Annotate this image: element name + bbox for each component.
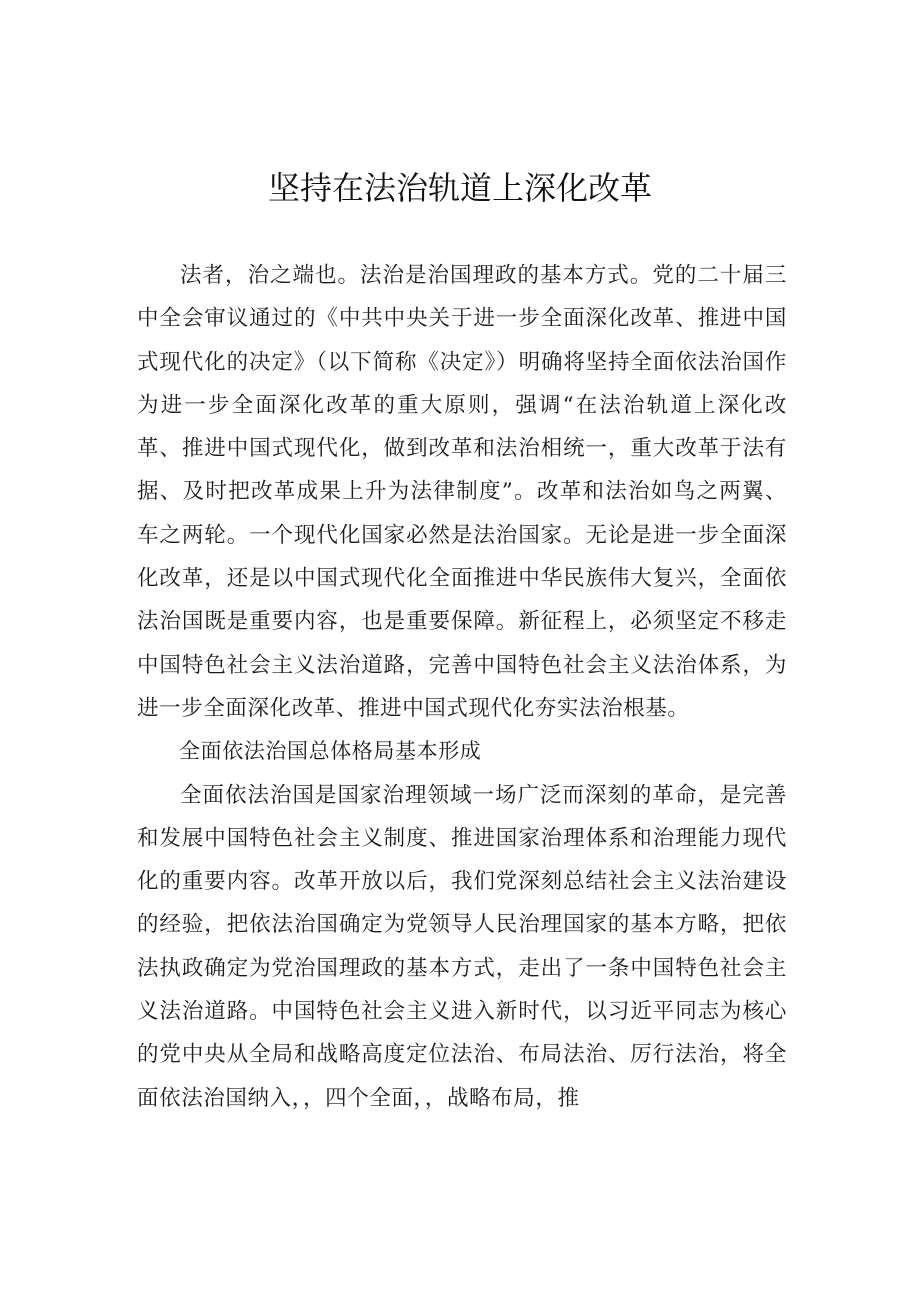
document-body xyxy=(137,254,787,1120)
paragraph-intro: 法者，治之端也。法治是治国理政的基本方式。党的二十届三中全会审议通过的《中共中央关于进一步全面深化改革、推进中国式现代化的决定》（以下简称《决定》）明确将坚持全面依法治国作为进一步全面深化改革的重大原则，强调“在法治轨道上深化改革、推进中国式现代化，做到改革和法治相统一，重大改革于法有据、及时把改革成果上升为法律制度”。改革和法治如鸟之两翼、车之两轮。一个现代化国家必然是法治国家。无论是进一步全面深化改革，还是以中国式现代化全面推进中华民族伟大复兴，全面依法治国既是重要内容，也是重要保障。新征程上，必须坚定不移走中国特色社会主义法治道路，完善中国特色社会主义法治体系，为进一步全面深化改革、推进中国式现代化夯实法治根基。 xyxy=(137,263,787,721)
section-subheading: 全面依法治国总体格局基本形成 xyxy=(179,739,482,764)
paragraph-section-1: 全面依法治国是国家治理领域一场广泛而深刻的革命，是完善和发展中国特色社会主义制度、推进国家治理体系和治理能力现代化的重要内容。改革开放以后，我们党深刻总结社会主义法治建设的经验，把依法治国确定为党领导人民治理国家的基本方略，把依法执政确定为党治国理政的基本方式，走出了一条中国特色社会主义法治道路。中国特色社会主义进入新时代，以习近平同志为核心的党中央从全局和战略高度定位法治、布局法治、厉行法治，将全面依法治国纳入，，四个全面，，战略布局，推 xyxy=(137,782,787,1111)
document-title: 坚持在法治轨道上深化改革 xyxy=(267,169,652,207)
